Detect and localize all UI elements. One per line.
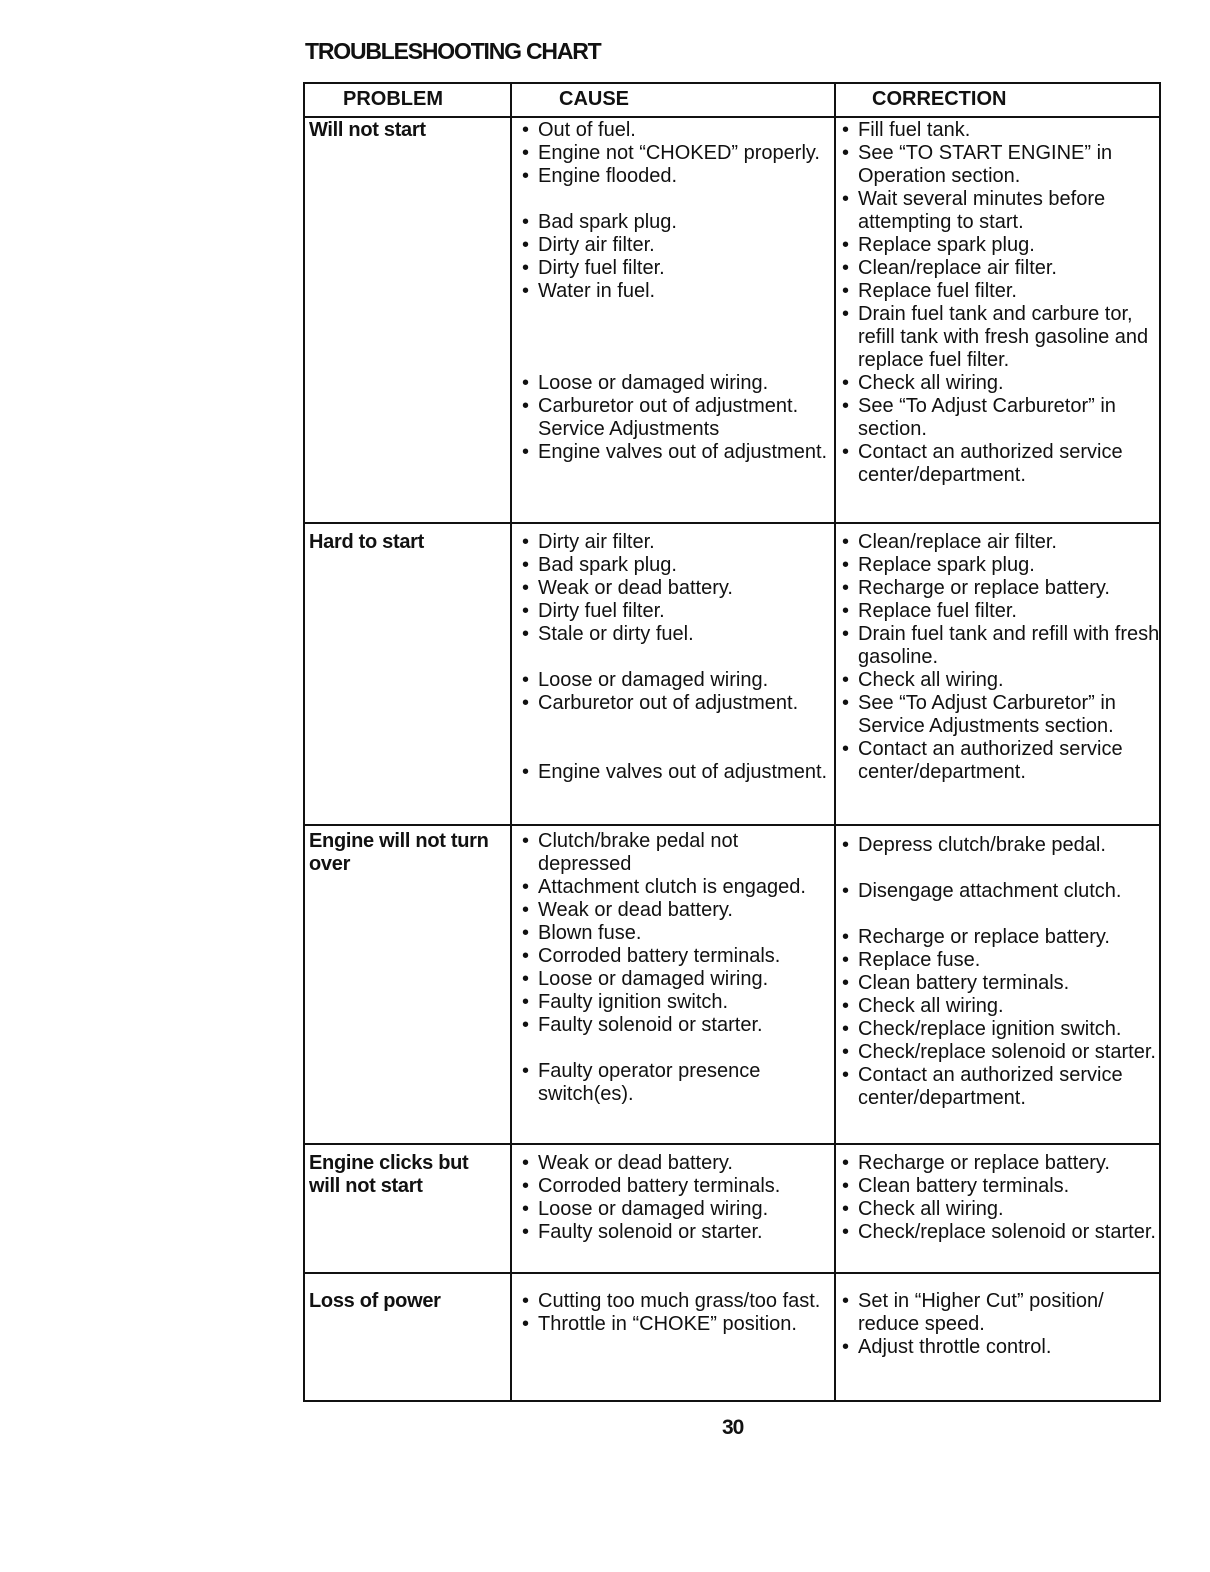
header-cause: CAUSE — [559, 88, 630, 110]
correction-item: • Recharge or replace battery. — [840, 926, 1160, 949]
correction-item: • Recharge or replace battery. — [840, 577, 1160, 600]
correction-item: • Adjust throttle control. — [840, 1336, 1160, 1359]
cause-item: • Weak or dead battery. — [520, 1152, 835, 1175]
cause-item: • Engine not “CHOKED” properly. — [520, 142, 835, 165]
header-correction: CORRECTION — [872, 88, 1007, 110]
correction-item: • Check/replace ignition switch. — [840, 1018, 1160, 1041]
cause-item: • Faulty solenoid or starter. — [520, 1221, 835, 1244]
row-divider — [305, 1143, 1159, 1145]
correction-item: • Check all wiring. — [840, 1198, 1160, 1221]
correction-item: • Check/replace solenoid or starter. — [840, 1221, 1160, 1244]
cause-item: • Dirty air filter. — [520, 531, 835, 554]
correction-item: • Fill fuel tank. — [840, 119, 1160, 142]
cause-item: • Corroded battery terminals. — [520, 945, 835, 968]
cause-item: • Weak or dead battery. — [520, 899, 835, 922]
cause-item: • Carburetor out of adjustment. Service Adjustments — [520, 395, 835, 441]
cause-list — [520, 531, 835, 784]
correction-item: • Replace spark plug. — [840, 234, 1160, 257]
correction-item: • See “To Adjust Carburetor” in Service Adjustments section. — [840, 692, 1160, 738]
correction-item: • Clean/replace air filter. — [840, 257, 1160, 280]
row-divider — [305, 522, 1159, 524]
correction-item: • See “TO START ENGINE” in Operation section. — [840, 142, 1160, 188]
correction-list — [840, 119, 1160, 487]
correction-item: • Wait several minutes before attempting to start. — [840, 188, 1160, 234]
cause-item: • Engine flooded. — [520, 165, 835, 188]
correction-list — [840, 830, 1160, 1110]
cause-item: • Faulty operator presence switch(es). — [520, 1060, 835, 1106]
cause-item: • Dirty air filter. — [520, 234, 835, 257]
cause-item: • Dirty fuel filter. — [520, 600, 835, 623]
correction-item: • Replace fuse. — [840, 949, 1160, 972]
cause-item: • Blown fuse. — [520, 922, 835, 945]
cause-item: • Throttle in “CHOKE” position. — [520, 1313, 835, 1336]
cause-item: • Loose or damaged wiring. — [520, 669, 835, 692]
problem-label: Engine will not turn over — [309, 830, 489, 875]
cause-item: • Engine valves out of adjustment. — [520, 441, 835, 464]
cause-item: • Faulty solenoid or starter. — [520, 1014, 835, 1037]
page-title: TROUBLESHOOTING CHART — [305, 38, 601, 64]
row-divider — [305, 116, 1159, 118]
cause-list — [520, 1152, 835, 1244]
cause-item: • Clutch/brake pedal not depressed — [520, 830, 835, 876]
cause-item: • Loose or damaged wiring. — [520, 372, 835, 395]
cause-item: • Loose or damaged wiring. — [520, 1198, 835, 1221]
correction-item: • Clean battery terminals. — [840, 972, 1160, 995]
cause-item: • Dirty fuel filter. — [520, 257, 835, 280]
cause-item: • Carburetor out of adjustment. — [520, 692, 835, 715]
cause-list — [520, 830, 835, 1106]
cause-item: • Corroded battery terminals. — [520, 1175, 835, 1198]
correction-list — [840, 531, 1160, 784]
cause-item: • Water in fuel. — [520, 280, 835, 303]
cause-item: • Stale or dirty fuel. — [520, 623, 835, 646]
correction-item: • Check all wiring. — [840, 669, 1160, 692]
cause-list — [520, 119, 835, 464]
cause-item: • Attachment clutch is engaged. — [520, 876, 835, 899]
correction-list — [840, 1290, 1160, 1359]
correction-item: • Disengage attachment clutch. — [840, 880, 1160, 903]
cause-item: • Bad spark plug. — [520, 211, 835, 234]
correction-item: • Set in “Higher Cut” position/ reduce speed. — [840, 1290, 1160, 1336]
correction-item: • Contact an authorized service center/department. — [840, 738, 1160, 784]
correction-item: • Replace fuel filter. — [840, 280, 1160, 303]
correction-item: • Contact an authorized service center/department. — [840, 1064, 1160, 1110]
problem-label: Hard to start — [309, 531, 425, 553]
correction-item: • Drain fuel tank and refill with fresh gasoline. — [840, 623, 1160, 669]
header-problem: PROBLEM — [343, 88, 443, 110]
correction-item: • Replace spark plug. — [840, 554, 1160, 577]
correction-item: • Depress clutch/brake pedal. — [840, 834, 1160, 857]
page-number: 30 — [722, 1416, 744, 1439]
correction-item: • Replace fuel filter. — [840, 600, 1160, 623]
correction-item: • Drain fuel tank and carbure tor, refill tank with fresh gasoline and replace fuel filter. — [840, 303, 1160, 372]
cause-item: • Cutting too much grass/too fast. — [520, 1290, 835, 1313]
troubleshooting-table — [303, 82, 1161, 1402]
problem-label: Engine clicks but will not start — [309, 1152, 469, 1197]
cause-item: • Out of fuel. — [520, 119, 835, 142]
cause-item: • Bad spark plug. — [520, 554, 835, 577]
correction-item: • Clean battery terminals. — [840, 1175, 1160, 1198]
cause-item: • Weak or dead battery. — [520, 577, 835, 600]
correction-item: • Check/replace solenoid or starter. — [840, 1041, 1160, 1064]
cause-item: • Engine valves out of adjustment. — [520, 761, 835, 784]
cause-item: • Loose or damaged wiring. — [520, 968, 835, 991]
cause-item: • Faulty ignition switch. — [520, 991, 835, 1014]
correction-list — [840, 1152, 1160, 1244]
correction-item: • Check all wiring. — [840, 372, 1160, 395]
problem-label: Will not start — [309, 119, 426, 141]
correction-item: • Clean/replace air filter. — [840, 531, 1160, 554]
column-divider — [510, 84, 512, 1400]
correction-item: • Check all wiring. — [840, 995, 1160, 1018]
cause-list — [520, 1290, 835, 1336]
correction-item: • See “To Adjust Carburetor” in section. — [840, 395, 1160, 441]
problem-label: Loss of power — [309, 1290, 441, 1312]
correction-item: • Recharge or replace battery. — [840, 1152, 1160, 1175]
correction-item: • Contact an authorized service center/department. — [840, 441, 1160, 487]
row-divider — [305, 1272, 1159, 1274]
row-divider — [305, 824, 1159, 826]
